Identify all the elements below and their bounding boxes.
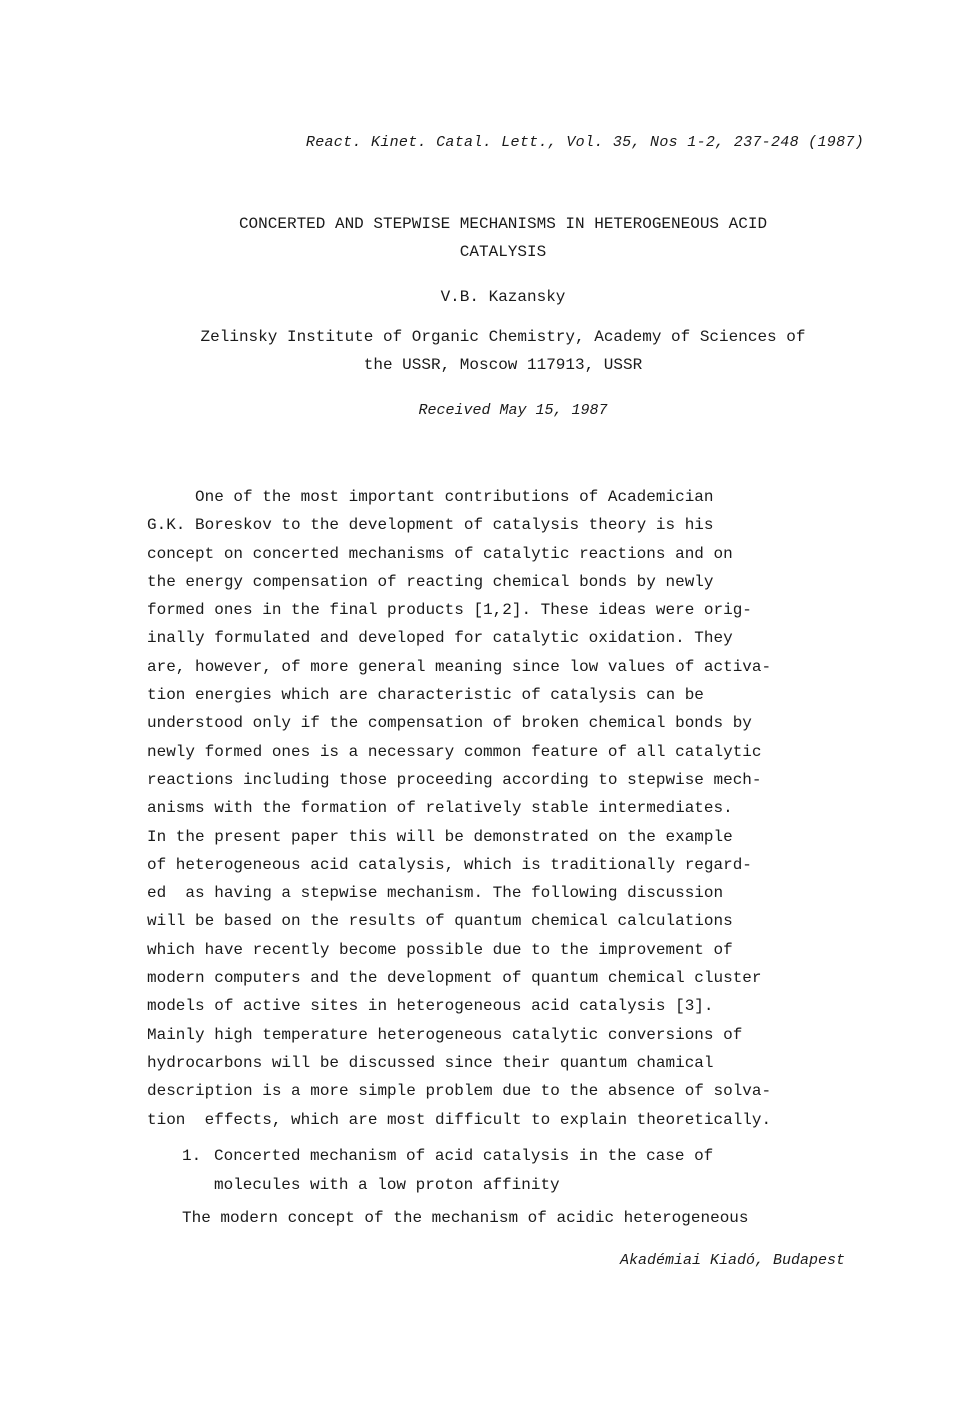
section-heading-line [182, 1142, 842, 1171]
body-line: formed ones in the final products [1,2]. These ideas were orig- [147, 601, 752, 620]
body-line: modern computers and the development of quantum chemical cluster [147, 969, 762, 988]
body-line: In the present paper this will be demonstrated on the example [147, 827, 733, 846]
section-number: 1. [182, 1147, 202, 1165]
body-line: One of the most important contributions of Academician [147, 488, 714, 506]
body-line: ed as having a stepwise mechanism. The following discussion [147, 884, 724, 903]
section-title-part-2: molecules with a low proton affinity [214, 1176, 560, 1194]
body-line: are, however, of more general meaning since low values of activa- [147, 657, 772, 676]
body-line: concept on concerted mechanisms of catalytic reactions and on [147, 544, 733, 563]
body-line: anisms with the formation of relatively stable intermediates. [147, 799, 733, 818]
section-first-line: The modern concept of the mechanism of acidic heterogeneous [182, 1209, 749, 1227]
body-line: inally formulated and developed for catalytic oxidation. They [147, 629, 733, 648]
body-line: understood only if the compensation of broken chemical bonds by [147, 714, 752, 733]
body-line: G.K. Boreskov to the development of catalysis theory is his [147, 516, 714, 535]
body-paragraph [147, 483, 867, 1134]
article-title-line: CATALYSIS [459, 243, 547, 261]
body-line: Mainly high temperature heterogeneous catalytic conversions of [147, 1025, 743, 1044]
publisher-footer: Akadémiai Kiadó, Budapest [619, 1252, 845, 1269]
body-line: which have recently become possible due to the improvement of [147, 940, 733, 959]
body-line: of heterogeneous acid catalysis, which is traditionally regard- [147, 855, 752, 874]
section-heading [182, 1142, 842, 1200]
body-line: hydrocarbons will be discussed since their quantum chamical [147, 1053, 714, 1072]
journal-reference: React. Kinet. Catal. Lett., Vol. 35, Nos 1-2, 237-248 (1987) [305, 134, 864, 151]
body-line: models of active sites in heterogeneous acid catalysis [3]. [147, 997, 714, 1016]
body-line: tion effects, which are most difficult to explain theoretically. [147, 1110, 772, 1129]
body-line: reactions including those proceeding according to stepwise mech- [147, 770, 762, 789]
section-title-part-1: Concerted mechanism of acid catalysis in the case of [214, 1147, 714, 1165]
author-name: V.B. Kazansky [440, 288, 566, 306]
author-affiliation [140, 323, 866, 379]
affiliation-line: Zelinsky Institute of Organic Chemistry, Academy of Sciences of [200, 328, 806, 346]
body-line: tion energies which are characteristic of catalysis can be [147, 686, 704, 705]
article-title-line: CONCERTED AND STEPWISE MECHANISMS IN HETEROGENEOUS ACID [238, 215, 768, 233]
body-line: will be based on the results of quantum chemical calculations [147, 912, 733, 931]
body-line: newly formed ones is a necessary common feature of all catalytic [147, 742, 762, 761]
body-line: description is a more simple problem due to the absence of solva- [147, 1082, 772, 1101]
body-line: the energy compensation of reacting chemical bonds by newly [147, 572, 714, 591]
affiliation-line: the USSR, Moscow 117913, USSR [363, 356, 643, 374]
article-title [150, 210, 856, 266]
received-date: Received May 15, 1987 [418, 402, 608, 419]
